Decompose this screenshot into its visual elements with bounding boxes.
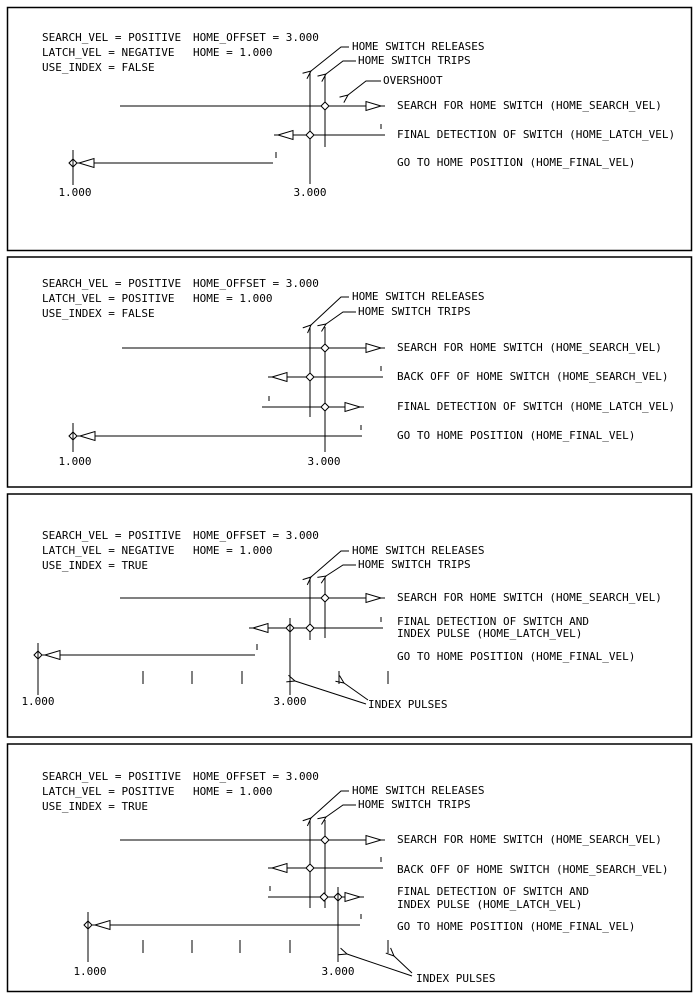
release-marker-diamond [306, 131, 314, 139]
index-pulses-label: INDEX PULSES [368, 698, 448, 711]
step-label-final: GO TO HOME POSITION (HOME_FINAL_VEL) [397, 920, 636, 933]
left-arrowhead [278, 131, 293, 140]
step-label-latch: FINAL DETECTION OF SWITCH (HOME_LATCH_VEL) [397, 128, 676, 141]
callout-home-switch-releases: HOME SWITCH RELEASES [352, 40, 485, 53]
step-label-backoff: BACK OFF OF HOME SWITCH (HOME_SEARCH_VEL) [397, 863, 669, 876]
axis-label-home: 1.000 [58, 455, 92, 468]
param-home: HOME = 1.000 [193, 292, 273, 305]
step-label-latch-line1: FINAL DETECTION OF SWITCH AND [397, 885, 590, 898]
param-home-offset: HOME_OFFSET = 3.000 [193, 277, 319, 290]
axis-label-home: 1.000 [58, 186, 92, 199]
param-use-index: USE_INDEX = FALSE [42, 307, 155, 320]
step-label-search: SEARCH FOR HOME SWITCH (HOME_SEARCH_VEL) [397, 99, 662, 112]
param-use-index: USE_INDEX = TRUE [42, 559, 148, 572]
param-home: HOME = 1.000 [193, 46, 273, 59]
left-arrowhead [79, 159, 94, 168]
callout-home-switch-releases: HOME SWITCH RELEASES [352, 290, 485, 303]
releases-leader-arrow [311, 47, 349, 71]
param-search-vel: SEARCH_VEL = POSITIVE [42, 770, 182, 783]
right-arrowhead [345, 893, 360, 902]
release-marker-diamond [306, 373, 314, 381]
right-arrowhead [366, 102, 381, 111]
trip-marker-diamond [321, 102, 329, 110]
step-label-final: GO TO HOME POSITION (HOME_FINAL_VEL) [397, 429, 636, 442]
step-label-latch: FINAL DETECTION OF SWITCH (HOME_LATCH_VEL) [397, 400, 676, 413]
left-arrowhead [95, 921, 110, 930]
trips-leader-arrow [326, 565, 356, 576]
callout-home-switch-releases: HOME SWITCH RELEASES [352, 784, 485, 797]
param-home-offset: HOME_OFFSET = 3.000 [193, 770, 319, 783]
param-latch-vel: LATCH_VEL = POSITIVE [42, 292, 175, 305]
param-home: HOME = 1.000 [193, 544, 273, 557]
param-home-offset: HOME_OFFSET = 3.000 [193, 31, 319, 44]
callout-home-switch-trips: HOME SWITCH TRIPS [358, 798, 471, 811]
callout-home-switch-trips: HOME SWITCH TRIPS [358, 54, 471, 67]
trips-leader-arrow [326, 805, 356, 817]
axis-label-offset: 3.000 [273, 695, 307, 708]
param-latch-vel: LATCH_VEL = POSITIVE [42, 785, 175, 798]
param-search-vel: SEARCH_VEL = POSITIVE [42, 31, 182, 44]
index-pulses-label: INDEX PULSES [416, 972, 496, 985]
step-label-final: GO TO HOME POSITION (HOME_FINAL_VEL) [397, 650, 636, 663]
param-home: HOME = 1.000 [193, 785, 273, 798]
axis-label-home: 1.000 [21, 695, 55, 708]
callout-overshoot: OVERSHOOT [383, 74, 443, 87]
trip-marker-diamond [321, 594, 329, 602]
index-pulse-ticks [143, 940, 388, 953]
param-search-vel: SEARCH_VEL = POSITIVE [42, 277, 182, 290]
index-pulses-pointer-arrow [344, 683, 368, 700]
callout-home-switch-releases: HOME SWITCH RELEASES [352, 544, 485, 557]
trip-marker-diamond [320, 893, 328, 901]
trips-leader-arrow [326, 312, 356, 324]
index-pulse-ticks [143, 671, 388, 684]
overshoot-leader-arrow [348, 81, 381, 95]
step-label-backoff: BACK OFF OF HOME SWITCH (HOME_SEARCH_VEL) [397, 370, 669, 383]
left-arrowhead [253, 624, 268, 633]
param-home-offset: HOME_OFFSET = 3.000 [193, 529, 319, 542]
axis-label-home: 1.000 [73, 965, 107, 978]
axis-label-offset: 3.000 [307, 455, 341, 468]
index-pulses-pointer-arrow [347, 954, 412, 976]
right-arrowhead [366, 594, 381, 603]
param-latch-vel: LATCH_VEL = NEGATIVE [42, 46, 175, 59]
param-search-vel: SEARCH_VEL = POSITIVE [42, 529, 182, 542]
trip-marker-diamond [321, 344, 329, 352]
step-label-search: SEARCH FOR HOME SWITCH (HOME_SEARCH_VEL) [397, 341, 662, 354]
step-label-search: SEARCH FOR HOME SWITCH (HOME_SEARCH_VEL) [397, 833, 662, 846]
axis-label-offset: 3.000 [293, 186, 327, 199]
step-label-latch-line2: INDEX PULSE (HOME_LATCH_VEL) [397, 898, 583, 911]
step-label-latch-line2: INDEX PULSE (HOME_LATCH_VEL) [397, 627, 583, 640]
left-arrowhead [272, 864, 287, 873]
right-arrowhead [345, 403, 360, 412]
release-marker-diamond [306, 624, 314, 632]
right-arrowhead [366, 344, 381, 353]
callout-home-switch-trips: HOME SWITCH TRIPS [358, 558, 471, 571]
callout-home-switch-trips: HOME SWITCH TRIPS [358, 305, 471, 318]
step-label-final: GO TO HOME POSITION (HOME_FINAL_VEL) [397, 156, 636, 169]
trip-marker-diamond [321, 836, 329, 844]
right-arrowhead [366, 836, 381, 845]
step-label-latch-line1: FINAL DETECTION OF SWITCH AND [397, 615, 590, 628]
axis-label-offset: 3.000 [321, 965, 355, 978]
trips-leader-arrow [326, 61, 356, 74]
left-arrowhead [45, 651, 60, 660]
trip-marker-diamond [321, 403, 329, 411]
left-arrowhead [272, 373, 287, 382]
param-use-index: USE_INDEX = FALSE [42, 61, 155, 74]
param-use-index: USE_INDEX = TRUE [42, 800, 148, 813]
param-latch-vel: LATCH_VEL = NEGATIVE [42, 544, 175, 557]
left-arrowhead [80, 432, 95, 441]
release-marker-diamond [306, 864, 314, 872]
step-label-search: SEARCH FOR HOME SWITCH (HOME_SEARCH_VEL) [397, 591, 662, 604]
